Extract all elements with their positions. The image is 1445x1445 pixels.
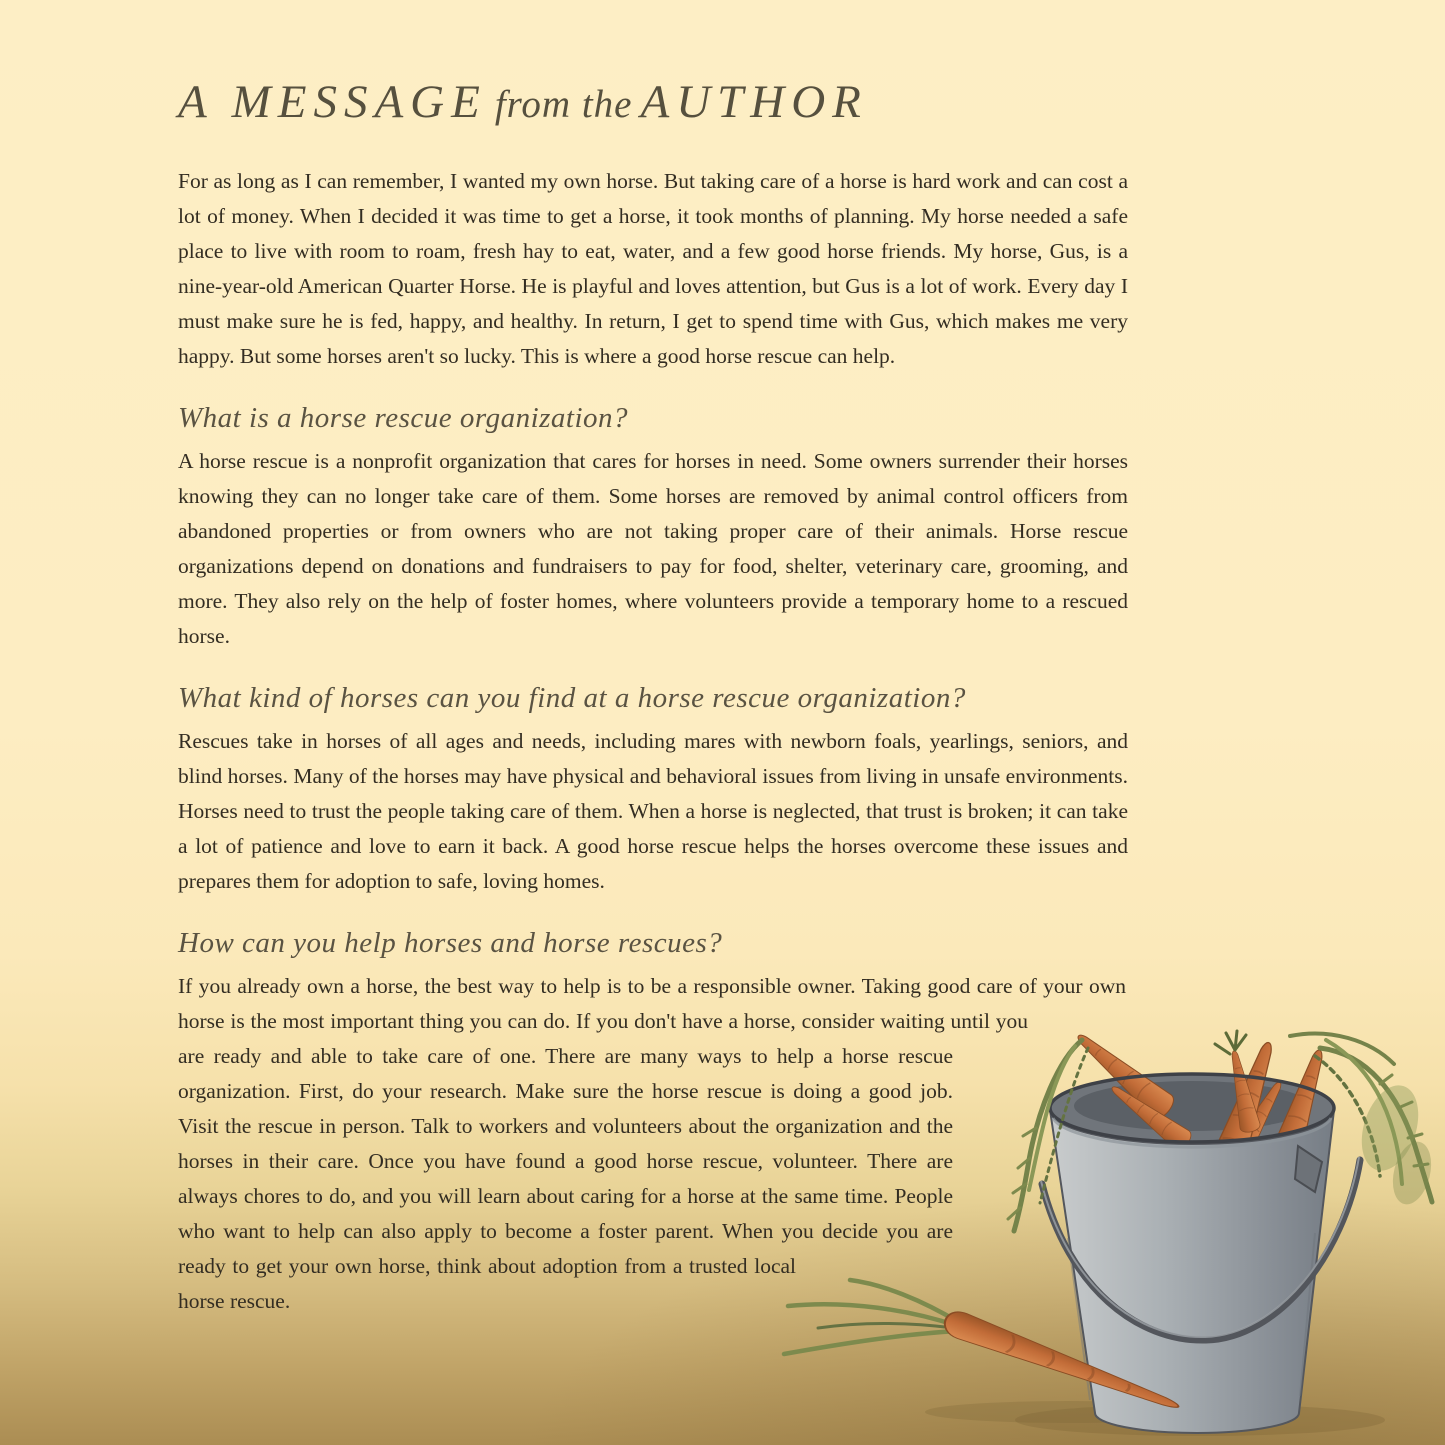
section-heading: What kind of horses can you find at a horse rescue organization? [178, 682, 966, 714]
section-heading: How can you help horses and horse rescues? [178, 927, 723, 959]
title-caps-2: AUTHOR [640, 76, 868, 128]
section-body-text: If you already own a horse, the best way to help is to be a responsible owner. Taking good care of your own horse is the most important thing you can do. If you don't have a horse, consider waiting until you are ready and able to take care of one. There are many ways to help a horse rescue organization. First, do your research. Make sure the horse rescue is doing a good job. Visit the rescue in person. Talk to workers and volunteers about the organization and the horses in their care. Once you have found a good horse rescue, volunteer. There are always chores to do, and you will learn about caring for a horse at the same time. People who want to help can also apply to become a foster parent. When you decide you are ready to get your own horse, think about adoption from a trusted local horse rescue. [178, 974, 1126, 1313]
section-what-is-a-horse-rescue [178, 398, 1128, 654]
bucket-of-carrots-illustration [730, 988, 1445, 1445]
title-connector: from the [494, 83, 633, 126]
carrot-top-sprouts [1215, 1031, 1246, 1054]
section-body: A horse rescue is a nonprofit organization that cares for horses in need. Some owners surrender their horses knowing they can no longer take care of them. Some horses are removed by animal control officers from abandoned properties or from owners who are not taking proper care of their animals. Horse rescue organizations depend on donations and fundraisers to pay for food, shelter, veterinary care, grooming, and more. They also rely on the help of foster homes, where volunteers provide a temporary home to a rescued horse. [178, 449, 1128, 648]
title-caps-1: A MESSAGE [178, 76, 487, 128]
section-heading: What is a horse rescue organization? [178, 402, 629, 434]
intro-paragraph: For as long as I can remember, I wanted my own horse. But taking care of a horse is hard work and can cost a lot of money. When I decided it was time to get a horse, it took months of planning. My horse needed a safe place to live with room to roam, fresh hay to eat, water, and a few good horse friends. My horse, Gus, is a nine-year-old American Quarter Horse. He is playful and loves attention, but Gus is a lot of work. Every day I must make sure he is fed, happy, and healthy. In return, I get to spend time with Gus, which makes me very happy. But some horses aren't so lucky. This is where a good horse rescue can help. [178, 169, 1128, 368]
page-title [178, 74, 1128, 134]
section-body: Rescues take in horses of all ages and needs, including mares with newborn foals, yearlings, seniors, and blind horses. Many of the horses may have physical and behavioral issues from living in unsafe environments. Horses need to trust the people taking care of them. When a horse is neglected, that trust is broken; it can take a lot of patience and love to earn it back. A good horse rescue helps the horses overcome these issues and prepares them for adoption to safe, loving homes. [178, 729, 1128, 893]
section-what-kind-of-horses [178, 678, 1128, 899]
